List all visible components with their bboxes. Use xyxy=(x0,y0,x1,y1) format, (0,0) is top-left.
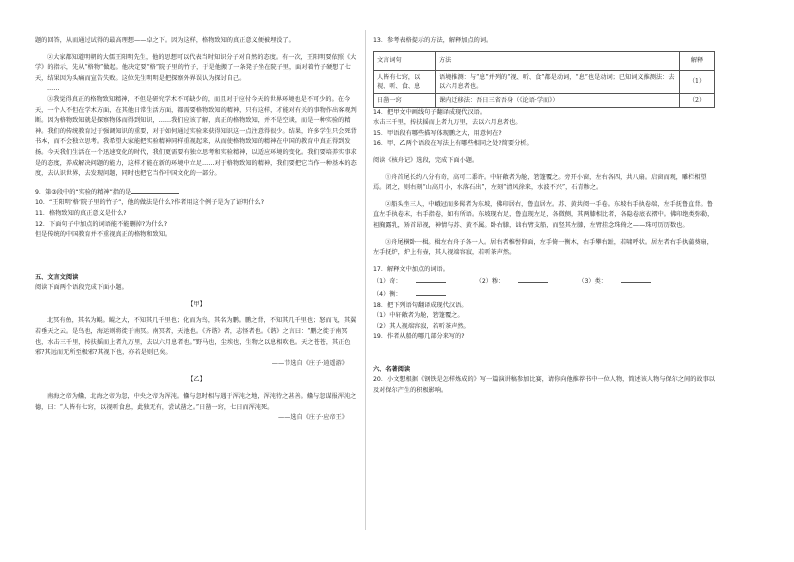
passage-paragraph: 题的回答，从而通过试得的最高理想——卓之下。因为这样，格物致知的真正意义便被埋没了。 xyxy=(35,37,295,44)
question-14: 14．把甲文中画线句子翻译成现代汉语。 xyxy=(373,108,487,116)
passage-yi-source: ——选自《庄子·应帝王》 xyxy=(277,414,348,422)
passage-he-2: ②船头坐三人，中峨冠而多髯者为东坡，佛印居右，鲁直居左。苏、黄共阅一手卷。东坡右手执卷端，左手抚鲁直背。鲁直左手执卷末，右手指卷，如有所语。东坡现右足，鲁直现左足，各微侧，其两膝相比者，各隐卷底衣褶中。佛印绝类弥勒，袒胸露乳，矫首昂视，神情与苏、黄不属。卧右膝，诎右臂支船，而竖其左膝，左臂挂念珠倚之——珠可历历数也。 xyxy=(373,200,714,229)
table-row xyxy=(374,93,715,107)
question-10: 10．“王阳明‘格’院子里的竹子”，他的做法是什么?作者用这个例子是为了证明什么? xyxy=(35,199,264,207)
reading-instruction: 阅读《核舟记》选段，完成下面小题。 xyxy=(373,156,479,164)
passage-he-1: ①舟首尾长约八分有奇，高可二黍许。中轩敞者为舱，箬篷覆之。旁开小窗，左右各四，共八扇。启窗而观，雕栏相望焉。闭之，则右刻“山高月小，水落石出”，左刻“清风徐来，水波不兴”，石青糁之。 xyxy=(373,173,707,192)
passage-paragraph-2: ②大家都知道明朝的大儒王阳明先生，他的思想可以代表当时知识分子对自然的态度。有一次，王阳明要依照《大学》的指示，先从“格物”做起。他决定要“格”院子里的竹子，于是他搬了一条凳子坐在院子里，面对着竹子硬想了七天，结果因为头痛而宣告失败。这位先生明明是把探察外界误认为探讨自己。 xyxy=(35,53,357,82)
ellipsis: …… xyxy=(47,85,60,93)
section-6-heading: 六、名著阅读 xyxy=(373,365,411,373)
table-header: 方法 xyxy=(436,51,680,70)
question-13: 13．参考表格提示的方法，解释加点的词。 xyxy=(373,37,493,44)
right-column xyxy=(373,36,718,397)
section-5-heading: 五、文言文阅读 xyxy=(35,273,79,281)
method-table xyxy=(373,51,715,108)
answer-blank[interactable] xyxy=(518,275,548,283)
table-cell: 语境推测：与“息”并列的“视、听、食”都是动词，“息”也是动词；已知词义推测法：去以六月息者也。 xyxy=(436,70,680,93)
question-18-b: （2）其人视端容寂，若听茶声然。 xyxy=(373,322,470,330)
passage-jia-label: 【甲】 xyxy=(187,300,206,308)
passage-paragraph-3: ③我觉得真正的格物致知精神，不但是研究学术不可缺少的，而且对于应付今天的世界环境也是不可少的。在今天，一个人不但在学术方面，在其他日常生活方面，都需要格物致知的精神，只有这样，才能对有关的事物作出客观判断。因为格物致知就是探察物体而得到知识，……我们应该了解，真正的格物致知，并不是空谈，而是一种实验的精神。我们的传统教育过于强调知识的重要，对于如何通过实验来获得知识这一点注意得很少。结果，许多学生只会死背书本，而不会独立思考。我希望大家能把实验精神同样重视起来，从而使格物致知的精神在中国的教育中真正得到发扬。今天我们生活在一个迅速变化的时代，我们更需要有独立思考和实验精神，以适应环境的变化。我们要培养实事求是的态度，养成解决问题的能力，这样才能在新的环境中立足……对于格物致知的精神，我们要把它当作一种基本的态度，去认识世界，去发现问题，同时也把它当作中国文化的一部分。 xyxy=(35,95,357,178)
question-19: 19．作者从船的哪几部分来写的? xyxy=(373,333,465,341)
section-5-instruction: 阅读下面两个语段完成下面小题。 xyxy=(35,284,128,292)
q17-item: （1）奇： xyxy=(373,275,460,288)
table-row xyxy=(374,70,715,93)
question-12-quote: 但是传统的中国教育并不重视真正的格物和致知。 xyxy=(35,231,172,239)
question-20: 20．小文想根据《钢铁是怎样炼成的》写一篇演讲稿参加比赛，请你向他推荐书中一位人物，简述该人物与保尔之间的故事以及对保尔产生的积极影响。 xyxy=(373,376,715,395)
table-cell: 人皆有七窍，以视、听、食、息 xyxy=(374,70,436,93)
column-divider xyxy=(365,30,366,530)
table-header: 文言词句 xyxy=(374,51,436,70)
q17-item: （4）衡： xyxy=(373,288,460,301)
passage-yi: 南海之帝为儵，北海之帝为忽，中央之帝为浑沌。儵与忽时相与遇于浑沌之地，浑沌待之甚善。儵与忽谋报浑沌之德，曰：“人皆有七窍，以视听食息，此独无有，尝试凿之。”日凿一窍，七日而浑沌死。 xyxy=(35,393,357,411)
table-cell: 日凿一窍 xyxy=(374,93,436,107)
passage-jia: 北冥有鱼，其名为鲲。鲲之大，不知其几千里也；化而为鸟，其名为鹏。鹏之背，不知其几千里也；怒而飞，其翼若垂天之云。是鸟也，海运则将徙于南冥。南冥者，天池也。《齐谐》者，志怪者也。《谐》之言曰：“鹏之徙于南冥也，水击三千里，抟扶摇而上者九万里，去以六月息者也。”野马也，尘埃也，生物之以息相吹也。天之苍苍，其正色邪?其远而无所至极邪?其视下也，亦若是则已矣。 xyxy=(35,317,357,357)
question-17: 17．解释文中加点的词语。 xyxy=(373,265,449,273)
answer-cell[interactable]: （2） xyxy=(680,93,715,107)
table-cell: 课内迁移法：吾日三省吾身（《论语·学而》） xyxy=(436,93,680,107)
answer-blank[interactable] xyxy=(416,275,446,283)
question-14-sentence: 水击三千里，抟扶摇而上者九万里，去以六月息者也。 xyxy=(373,119,522,127)
answer-blank[interactable] xyxy=(416,288,446,296)
question-17-items xyxy=(373,275,718,300)
passage-he-3: ③舟尾横卧一楫。楫左右舟子各一人。居右者椎髻仰面，左手倚一衡木，右手攀右趾，若啸呼状。居左者右手执蒲葵扇，左手抚炉，炉上有壶，其人视端容寂，若听茶声然。 xyxy=(373,238,713,257)
question-18-a: （1）中轩敞者为舱，箬篷覆之。 xyxy=(373,312,464,320)
question-12: 12．下面句子中加点的词语能不能删掉?为什么? xyxy=(35,220,168,228)
question-15: 15．甲语段有哪些描写体现鹏之大，用意何在? xyxy=(373,129,502,137)
question-16: 16．甲、乙两个语段在写法上有哪些相同之处?简要分析。 xyxy=(373,140,533,148)
question-9: 9．第③段中的“实验的精神”指的是 xyxy=(35,186,358,199)
left-column xyxy=(35,36,358,424)
answer-blank[interactable] xyxy=(621,275,651,283)
passage-jia-source: ——节选自《庄子·逍遥游》 xyxy=(271,359,348,367)
passage-yi-label: 【乙】 xyxy=(187,376,206,384)
q17-item: （3）类： xyxy=(578,275,665,288)
answer-cell[interactable]: （1） xyxy=(680,70,715,93)
question-18: 18．把下列语句翻译成现代汉语。 xyxy=(373,301,468,309)
answer-blank[interactable] xyxy=(131,186,179,194)
question-11: 11．格物致知的真正意义是什么? xyxy=(35,209,127,217)
q17-item: （2）糁： xyxy=(476,275,563,288)
table-header: 解释 xyxy=(680,51,715,70)
